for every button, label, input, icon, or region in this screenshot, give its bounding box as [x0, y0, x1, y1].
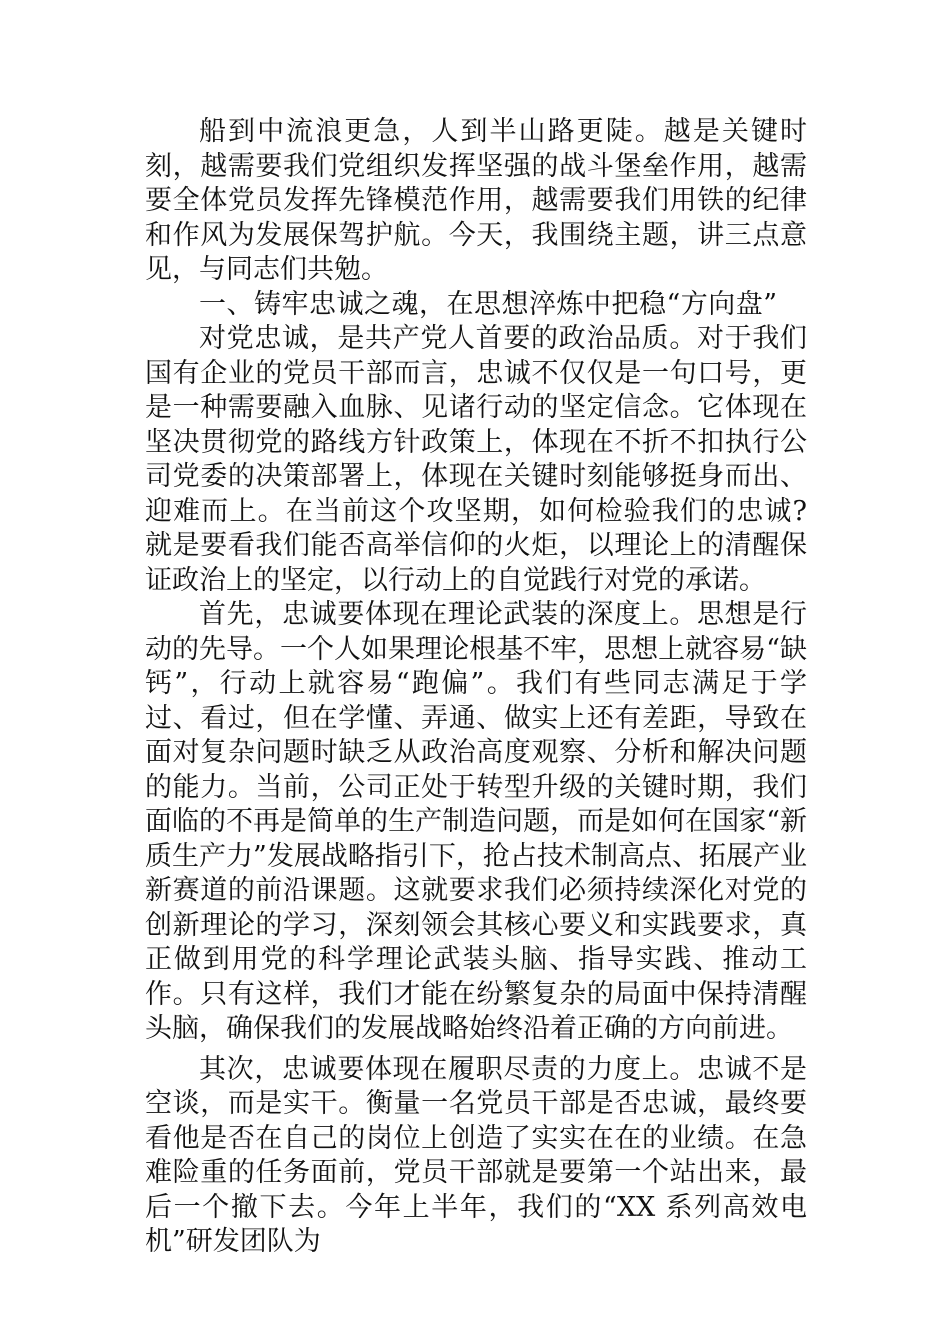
paragraph-opening: 船到中流浪更急，人到半山路更陡。越是关键时刻，越需要我们党组织发挥坚强的战斗堡垒作用，越需要全体党员发挥先锋模范作用，越需要我们用铁的纪律和作风为发展保驾护航。今天，我围绕主题，讲三点意见，与同志们共勉。 [145, 116, 807, 285]
section-heading-1: 一、铸牢忠诚之魂，在思想淬炼中把稳“方向盘” [199, 288, 778, 320]
paragraph-loyalty-intro: 对党忠诚，是共产党人首要的政治品质。对于我们国有企业的党员干部而言，忠诚不仅仅是一句口号，更是一种需要融入血脉、见诸行动的坚定信念。它体现在坚决贯彻党的路线方针政策上，体现在不折不扣执行公司党委的决策部署上，体现在关键时刻能够挺身而出、迎难而上。在当前这个攻坚期，如何检验我们的忠诚?就是要看我们能否高举信仰的火炬，以理论上的清醒保证政治上的坚定，以行动上的自觉践行对党的承诺。 [145, 323, 807, 596]
paragraph-second-point: 其次，忠诚要体现在履职尽责的力度上。忠诚不是空谈，而是实干。衡量一名党员干部是否忠诚，最终要看他是否在自己的岗位上创造了实实在在的业绩。在急难险重的任务面前，党员干部就是要第一个站出来，最后一个撤下去。今年上半年，我们的“XX 系列高效电机”研发团队为 [145, 1053, 807, 1257]
document-page [145, 115, 807, 1260]
paragraph-first-point: 首先，忠诚要体现在理论武装的深度上。思想是行动的先导。一个人如果理论根基不牢，思想上就容易“缺钙”，行动上就容易“跑偏”。我们有些同志满足于学过、看过，但在学懂、弄通、做实上还有差距，导致在面对复杂问题时缺乏从政治高度观察、分析和解决问题的能力。当前，公司正处于转型升级的关键时期，我们面临的不再是简单的生产制造问题，而是如何在国家“新质生产力”发展战略指引下，抢占技术制高点、拓展产业新赛道的前沿课题。这就要求我们必须持续深化对党的创新理论的学习，深刻领会其核心要义和实践要求，真正做到用党的科学理论武装头脑、指导实践、推动工作。只有这样，我们才能在纷繁复杂的局面中保持清醒头脑，确保我们的发展战略始终沿着正确的方向前进。 [145, 599, 807, 1044]
